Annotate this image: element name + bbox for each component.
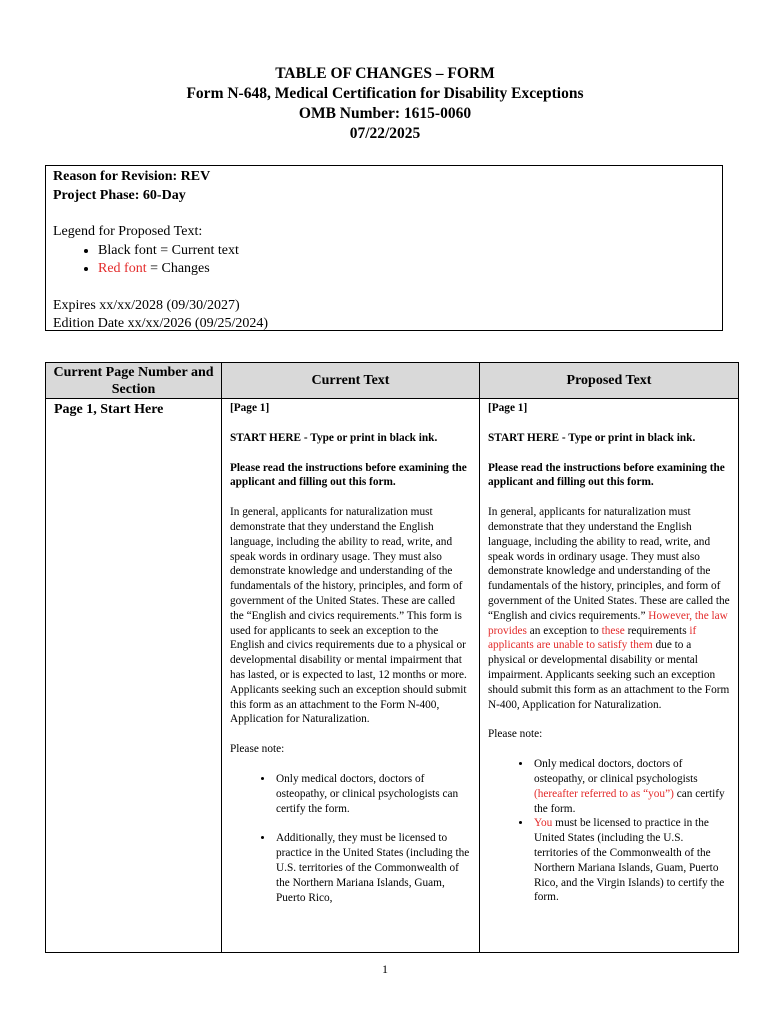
section-cell: Page 1, Start Here <box>46 399 222 953</box>
header-title: TABLE OF CHANGES – FORM <box>275 65 495 82</box>
current-note-item-1: • Only medical doctors, doctors of osteopathy, or clinical psychologists can certify the form. <box>274 772 471 816</box>
proposed-text-cell <box>480 399 739 953</box>
proposed-note-2-change: You <box>534 817 553 830</box>
proposed-general-text-2: an exception to <box>526 624 602 637</box>
proposed-general-text-3: requirements <box>624 624 687 637</box>
current-text-cell <box>222 399 480 953</box>
proposed-page-label: [Page 1] <box>488 402 528 414</box>
proposed-note-item-2 <box>532 816 730 905</box>
current-read-instructions: Please read the instructions before examining the applicant and filling out this form. <box>230 461 467 489</box>
header-form-name: Form N-648, Medical Certification for Disability Exceptions <box>186 85 584 102</box>
proposed-read-instructions: Please read the instructions before examining the applicant and filling out this form. <box>488 461 725 489</box>
table-header-row <box>46 363 739 399</box>
column-header-section: Current Page Number and Section <box>46 363 222 399</box>
proposed-note-1-change: (hereafter referred to as “you”) <box>534 787 674 800</box>
project-phase: Project Phase: 60-Day <box>53 187 186 203</box>
proposed-note-1-text-2: can certify the form. <box>534 787 725 815</box>
current-note-item-2: • Additionally, they must be licensed to practice in the United States (including the U.S. territories of the Commonwealth of the Northern Mariana Islands, Guam, Puerto Rico, <box>274 831 471 905</box>
table-row <box>46 399 739 953</box>
proposed-note-item-1 <box>532 757 730 816</box>
header-omb-number: OMB Number: 1615-0060 <box>298 105 472 122</box>
proposed-note-2-text: must be licensed to practice in the United States (including the U.S. territories of the Commonwealth of the Northern Mariana Islands, Guam, Puerto Rico, and the Virgin Islands) to certify the form. <box>534 817 725 904</box>
current-start-here: START HERE - Type or print in black ink. <box>230 431 438 444</box>
proposed-general-text-4: due to a physical or developmental disability or mental impairment. Applicants seeking such an exception should submit this form as an attachment to the Form N-400, Application for Naturalization. <box>488 639 730 711</box>
reason-for-revision: Reason for Revision: REV <box>53 169 211 184</box>
page-number: 1 <box>382 962 388 976</box>
column-header-proposed: Proposed Text <box>480 363 739 399</box>
current-please-note: Please note: <box>230 743 285 756</box>
proposed-note-list <box>488 757 730 905</box>
proposed-general-change-3: if applicants are unable to satisfy them <box>488 624 697 652</box>
current-note-list <box>230 772 471 905</box>
current-general-paragraph: In general, applicants for naturalization must demonstrate that they understand the English language, including the ability to read, write, and speak words in ordinary usage. They must also demonstrate knowledge and understanding of the fundamentals of the history, principles, and form of government of the United States. These are called the “English and civics requirements.” This form is used for applicants to seek an exception to the English and civics requirements due to a physical or developmental disability or mental impairment that has lasted, or is expected to last, 12 months or more. Applicants seeking such an exception should submit this form as an attachment to the Form N-400, Application for Naturalization. <box>230 506 467 726</box>
legend-item-red <box>98 260 715 279</box>
changes-table <box>45 362 739 953</box>
expiration-date: Expires xx/xx/2028 (09/30/2027) <box>53 297 240 313</box>
legend-title: Legend for Proposed Text: <box>53 224 203 239</box>
edition-date: Edition Date xx/xx/2026 (09/25/2024) <box>53 316 269 331</box>
column-header-current: Current Text <box>222 363 480 399</box>
legend-black-label: Black font <box>98 242 157 258</box>
current-page-label: [Page 1] <box>230 402 270 414</box>
legend-item-black <box>98 242 715 261</box>
document-header <box>0 64 770 144</box>
header-date: 07/22/2025 <box>349 125 421 142</box>
legend-red-suffix: = Changes <box>146 261 210 276</box>
proposed-please-note: Please note: <box>488 728 543 741</box>
proposed-general-change-1: However, the law provides <box>488 609 728 637</box>
proposed-note-1-text: Only medical doctors, doctors of osteopathy, or clinical psychologists <box>534 758 698 785</box>
proposed-general-change-2: these <box>601 624 625 637</box>
proposed-general-paragraph <box>488 505 730 712</box>
proposed-start-here: START HERE - Type or print in black ink. <box>488 431 696 444</box>
proposed-general-text: In general, applicants for naturalization must demonstrate that they understand the English language, including the ability to read, write, and speak words in ordinary usage. They must also demonstrate knowledge and understanding of the fundamentals of the history, principles, and form of government of the United States. These are called the “English and civics requirements.” <box>488 506 730 622</box>
revision-info-box <box>45 165 723 331</box>
legend-black-suffix: = Current text <box>156 242 239 258</box>
legend-red-label: Red font <box>98 261 147 276</box>
legend-list <box>53 242 715 279</box>
